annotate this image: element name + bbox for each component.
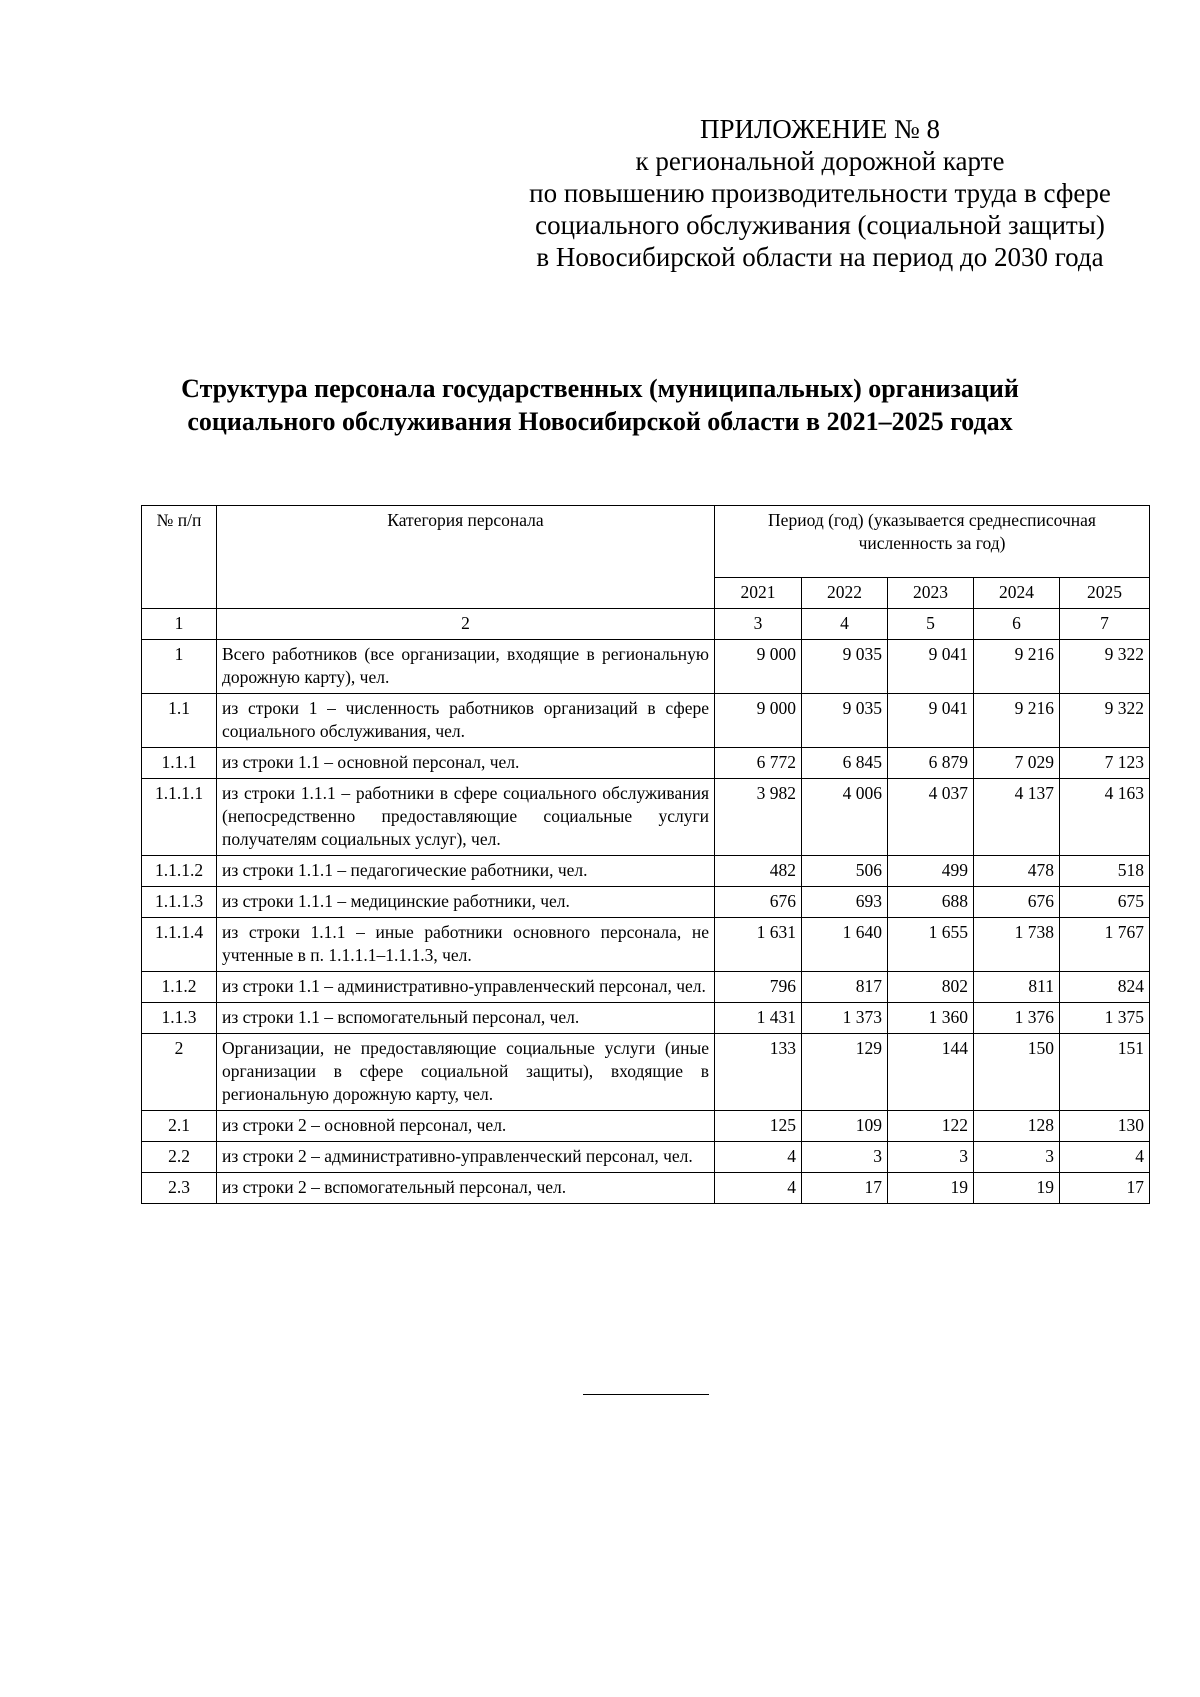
row-number: 2.2 bbox=[142, 1142, 217, 1173]
table-row bbox=[142, 779, 1150, 856]
row-value: 1 631 bbox=[715, 918, 802, 972]
row-value: 1 375 bbox=[1060, 1003, 1150, 1034]
row-category: Организации, не предоставляющие социальные услуги (иные организации в сфере социальной защиты), входящие в региональную дорожную карту, чел. bbox=[217, 1034, 715, 1111]
row-value: 4 006 bbox=[802, 779, 888, 856]
table-row bbox=[142, 748, 1150, 779]
row-number: 1.1 bbox=[142, 694, 217, 748]
row-category: Всего работников (все организации, входящие в региональную дорожную карту), чел. bbox=[217, 640, 715, 694]
table-row bbox=[142, 640, 1150, 694]
row-category: из строки 2 – основной персонал, чел. bbox=[217, 1111, 715, 1142]
row-value: 9 041 bbox=[888, 694, 974, 748]
column-numbers-row bbox=[142, 609, 1150, 640]
header-year: 2025 bbox=[1060, 578, 1150, 609]
row-value: 478 bbox=[974, 856, 1060, 887]
row-value: 688 bbox=[888, 887, 974, 918]
row-value: 133 bbox=[715, 1034, 802, 1111]
row-value: 129 bbox=[802, 1034, 888, 1111]
appendix-line: ПРИЛОЖЕНИЕ № 8 bbox=[699, 114, 941, 144]
column-number: 2 bbox=[217, 609, 715, 640]
row-number: 1.1.1.4 bbox=[142, 918, 217, 972]
row-category: из строки 1.1.1 – педагогические работники, чел. bbox=[217, 856, 715, 887]
row-value: 3 bbox=[974, 1142, 1060, 1173]
header-year: 2021 bbox=[715, 578, 802, 609]
row-value: 1 767 bbox=[1060, 918, 1150, 972]
header-year: 2022 bbox=[802, 578, 888, 609]
header-year: 2024 bbox=[974, 578, 1060, 609]
row-value: 6 845 bbox=[802, 748, 888, 779]
column-number: 4 bbox=[802, 609, 888, 640]
appendix-line: социального обслуживания (социальной защиты) bbox=[535, 210, 1105, 240]
row-value: 1 640 bbox=[802, 918, 888, 972]
row-number: 2.3 bbox=[142, 1173, 217, 1204]
table-row bbox=[142, 972, 1150, 1003]
row-value: 4 bbox=[715, 1142, 802, 1173]
row-category: из строки 1.1 – основной персонал, чел. bbox=[217, 748, 715, 779]
table-row bbox=[142, 1173, 1150, 1204]
row-value: 128 bbox=[974, 1111, 1060, 1142]
row-category: из строки 1.1.1 – работники в сфере социального обслуживания (непосредственно предоставляющие социальные услуги получателям социальных услуг), чел. bbox=[217, 779, 715, 856]
row-value: 3 bbox=[802, 1142, 888, 1173]
column-number: 7 bbox=[1060, 609, 1150, 640]
table-row bbox=[142, 1111, 1150, 1142]
row-value: 151 bbox=[1060, 1034, 1150, 1111]
row-value: 4 037 bbox=[888, 779, 974, 856]
table-header bbox=[142, 506, 1150, 640]
row-value: 676 bbox=[715, 887, 802, 918]
closing-separator-line bbox=[583, 1394, 709, 1395]
appendix-heading bbox=[520, 113, 1120, 273]
row-value: 122 bbox=[888, 1111, 974, 1142]
row-value: 125 bbox=[715, 1111, 802, 1142]
table-row bbox=[142, 694, 1150, 748]
row-category: из строки 1.1 – административно-управленческий персонал, чел. bbox=[217, 972, 715, 1003]
row-value: 676 bbox=[974, 887, 1060, 918]
row-value: 9 322 bbox=[1060, 640, 1150, 694]
header-period: Период (год) (указывается среднесписочная численность за год) bbox=[715, 506, 1150, 578]
row-value: 4 163 bbox=[1060, 779, 1150, 856]
row-value: 9 322 bbox=[1060, 694, 1150, 748]
row-value: 6 772 bbox=[715, 748, 802, 779]
row-value: 506 bbox=[802, 856, 888, 887]
row-number: 2 bbox=[142, 1034, 217, 1111]
row-value: 811 bbox=[974, 972, 1060, 1003]
row-value: 19 bbox=[888, 1173, 974, 1204]
table-row bbox=[142, 1142, 1150, 1173]
row-value: 817 bbox=[802, 972, 888, 1003]
row-value: 4 137 bbox=[974, 779, 1060, 856]
column-number: 6 bbox=[974, 609, 1060, 640]
row-number: 1.1.3 bbox=[142, 1003, 217, 1034]
header-row bbox=[142, 506, 1150, 578]
table-body bbox=[142, 640, 1150, 1204]
row-value: 9 216 bbox=[974, 694, 1060, 748]
row-value: 802 bbox=[888, 972, 974, 1003]
row-value: 1 738 bbox=[974, 918, 1060, 972]
column-number: 1 bbox=[142, 609, 217, 640]
appendix-line: по повышению производительности труда в сфере bbox=[529, 178, 1111, 208]
table-row bbox=[142, 1034, 1150, 1111]
column-number: 5 bbox=[888, 609, 974, 640]
row-category: из строки 2 – административно-управленческий персонал, чел. bbox=[217, 1142, 715, 1173]
document-title bbox=[100, 372, 1100, 438]
row-value: 1 373 bbox=[802, 1003, 888, 1034]
row-value: 6 879 bbox=[888, 748, 974, 779]
title-line: Структура персонала государственных (муниципальных) организаций bbox=[181, 374, 1019, 403]
row-value: 499 bbox=[888, 856, 974, 887]
row-value: 7 029 bbox=[974, 748, 1060, 779]
row-value: 824 bbox=[1060, 972, 1150, 1003]
row-value: 518 bbox=[1060, 856, 1150, 887]
row-value: 9 000 bbox=[715, 640, 802, 694]
row-value: 1 655 bbox=[888, 918, 974, 972]
row-value: 4 bbox=[715, 1173, 802, 1204]
row-category: из строки 1.1.1 – медицинские работники, чел. bbox=[217, 887, 715, 918]
row-value: 3 982 bbox=[715, 779, 802, 856]
header-category: Категория персонала bbox=[217, 506, 715, 609]
row-category: из строки 1 – численность работников организаций в сфере социального обслуживания, чел. bbox=[217, 694, 715, 748]
row-value: 1 431 bbox=[715, 1003, 802, 1034]
row-number: 1.1.2 bbox=[142, 972, 217, 1003]
row-value: 109 bbox=[802, 1111, 888, 1142]
table-row bbox=[142, 1003, 1150, 1034]
row-value: 9 000 bbox=[715, 694, 802, 748]
row-value: 150 bbox=[974, 1034, 1060, 1111]
row-value: 9 041 bbox=[888, 640, 974, 694]
table-row bbox=[142, 918, 1150, 972]
row-number: 1.1.1.1 bbox=[142, 779, 217, 856]
row-number: 2.1 bbox=[142, 1111, 217, 1142]
table-row bbox=[142, 856, 1150, 887]
row-value: 482 bbox=[715, 856, 802, 887]
column-number: 3 bbox=[715, 609, 802, 640]
row-value: 17 bbox=[1060, 1173, 1150, 1204]
row-number: 1 bbox=[142, 640, 217, 694]
row-value: 675 bbox=[1060, 887, 1150, 918]
row-category: из строки 1.1.1 – иные работники основного персонала, не учтенные в п. 1.1.1.1–1.1.1.3, чел. bbox=[217, 918, 715, 972]
row-category: из строки 2 – вспомогательный персонал, чел. bbox=[217, 1173, 715, 1204]
title-line: социального обслуживания Новосибирской области в 2021–2025 годах bbox=[187, 407, 1013, 436]
row-number: 1.1.1 bbox=[142, 748, 217, 779]
row-value: 19 bbox=[974, 1173, 1060, 1204]
row-value: 9 216 bbox=[974, 640, 1060, 694]
header-num: № п/п bbox=[142, 506, 217, 609]
staff-structure-table bbox=[141, 505, 1150, 1204]
row-number: 1.1.1.3 bbox=[142, 887, 217, 918]
row-value: 7 123 bbox=[1060, 748, 1150, 779]
appendix-line: к региональной дорожной карте bbox=[635, 146, 1005, 176]
appendix-line: в Новосибирской области на период до 2030 года bbox=[536, 242, 1104, 272]
table-row bbox=[142, 887, 1150, 918]
row-value: 9 035 bbox=[802, 640, 888, 694]
row-value: 17 bbox=[802, 1173, 888, 1204]
row-value: 1 376 bbox=[974, 1003, 1060, 1034]
row-value: 130 bbox=[1060, 1111, 1150, 1142]
row-value: 4 bbox=[1060, 1142, 1150, 1173]
row-value: 1 360 bbox=[888, 1003, 974, 1034]
row-number: 1.1.1.2 bbox=[142, 856, 217, 887]
row-value: 144 bbox=[888, 1034, 974, 1111]
row-value: 796 bbox=[715, 972, 802, 1003]
row-value: 9 035 bbox=[802, 694, 888, 748]
header-year: 2023 bbox=[888, 578, 974, 609]
row-category: из строки 1.1 – вспомогательный персонал, чел. bbox=[217, 1003, 715, 1034]
row-value: 693 bbox=[802, 887, 888, 918]
row-value: 3 bbox=[888, 1142, 974, 1173]
